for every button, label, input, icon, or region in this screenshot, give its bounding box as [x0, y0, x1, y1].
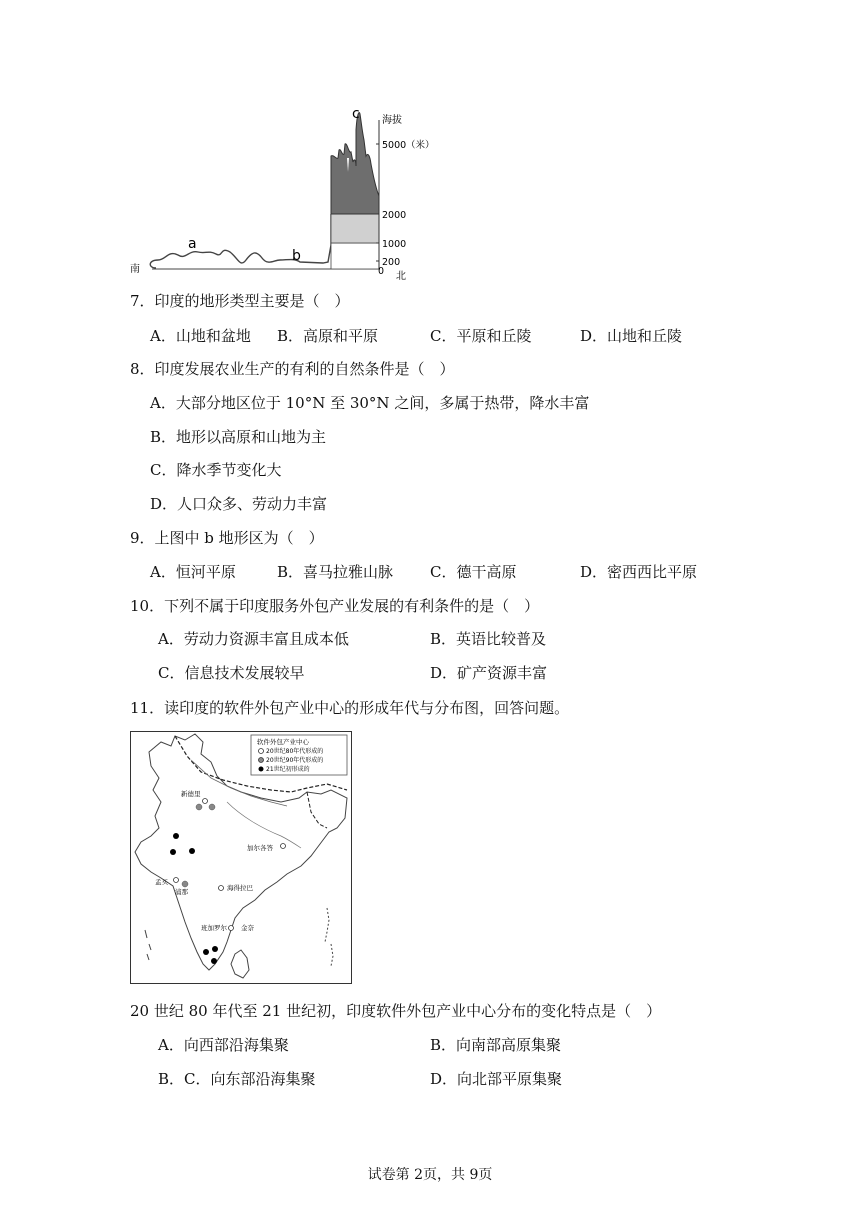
label-kolkata: 加尔各答 [247, 844, 273, 852]
label-pune: 浦那 [175, 888, 188, 896]
tick-200: 200 [382, 257, 401, 268]
dot-pune [182, 881, 188, 887]
label-delhi: 新德里 [181, 790, 201, 798]
dot-delhi [203, 799, 208, 804]
dot-mumbai [174, 878, 179, 883]
tick-1000: 1000 [382, 239, 407, 250]
dot-21c-1 [173, 833, 179, 839]
q7-option-d[interactable]: D．山地和丘陵 [580, 327, 683, 345]
q8-option-d[interactable]: D．人口众多、劳动力丰富 [150, 495, 328, 513]
q9-stem: 9．上图中 b 地形区为（ ） [130, 529, 324, 547]
legend-90s-marker [259, 758, 264, 763]
dot-bangalore [229, 926, 234, 931]
q10-option-c[interactable]: C．信息技术发展较早 [158, 664, 305, 682]
q11-option-a[interactable]: A．向西部沿海集聚 [158, 1036, 289, 1054]
q11-sub-stem: 20 世纪 80 年代至 21 世纪初，印度软件外包产业中心分布的变化特点是（ ） [130, 1002, 662, 1020]
q7-option-a[interactable]: A．山地和盆地 [150, 327, 251, 345]
q11-option-b[interactable]: B．向南部高原集聚 [430, 1036, 562, 1054]
q11-stem: 11．读印度的软件外包产业中心的形成年代与分布图，回答问题。 [130, 699, 570, 717]
point-a-label: a [188, 236, 197, 252]
q9-option-d[interactable]: D．密西西比平原 [580, 563, 698, 581]
q8-option-b[interactable]: B．地形以高原和山地为主 [150, 428, 327, 446]
legend-title: 软件外包产业中心 [257, 738, 309, 746]
q7-option-b[interactable]: B．高原和平原 [277, 327, 379, 345]
dot-kolkata [281, 844, 286, 849]
south-label: 南 [130, 264, 140, 275]
legend-21c: 21世纪初形成的 [266, 766, 310, 773]
tick-2000: 2000 [382, 210, 407, 221]
india-software-map [130, 731, 352, 984]
mountain-shape [331, 113, 379, 214]
label-bangalore: 班加罗尔 [201, 924, 227, 932]
label-mumbai: 孟买 [155, 878, 168, 886]
label-chennai: 金奈 [241, 924, 254, 932]
page-footer: 试卷第 2页，共 9页 [367, 1167, 493, 1183]
dot-hyderabad [219, 886, 224, 891]
india-map-svg [131, 732, 351, 983]
elevation-profile-figure [128, 100, 458, 285]
elevation-profile-svg [128, 100, 458, 285]
q8-stem: 8．印度发展农业生产的有利的自然条件是（ ） [130, 360, 455, 378]
legend-90s: 20世纪90年代形成的 [266, 757, 324, 764]
point-b-label: b [292, 248, 301, 264]
q10-option-d[interactable]: D．矿产资源丰富 [430, 664, 548, 682]
dot-21c-3 [189, 848, 195, 854]
q7-stem: 7．印度的地形类型主要是（ ） [130, 292, 350, 310]
dot-delhi-90s-a [196, 804, 202, 810]
legend-21c-marker [259, 767, 264, 772]
q9-option-c[interactable]: C．德干高原 [430, 563, 517, 581]
q10-option-a[interactable]: A．劳动力资源丰富且成本低 [158, 630, 349, 648]
dot-21c-2 [170, 849, 176, 855]
dot-21c-6 [211, 958, 217, 964]
altitude-label: 海拔 [382, 115, 402, 126]
tick-0: 0 [378, 266, 385, 277]
point-c-label: c [352, 106, 360, 122]
dot-21c-5 [212, 946, 218, 952]
q9-option-b[interactable]: B．喜马拉雅山脉 [277, 563, 394, 581]
terrain-line [150, 214, 331, 268]
q8-option-c[interactable]: C．降水季节变化大 [150, 461, 282, 479]
q10-option-b[interactable]: B．英语比较普及 [430, 630, 547, 648]
q7-option-c[interactable]: C．平原和丘陵 [430, 327, 532, 345]
label-hyderabad: 海得拉巴 [227, 884, 253, 892]
q11-option-c[interactable]: B．C．向东部沿海集聚 [158, 1070, 316, 1088]
dot-21c-4 [203, 949, 209, 955]
dot-delhi-90s-b [209, 804, 215, 810]
tick-5000: 5000 [382, 140, 407, 151]
q8-option-a[interactable]: A．大部分地区位于 10°N 至 30°N 之间，多属于热带，降水丰富 [150, 394, 590, 412]
unit-label: （米） [406, 140, 435, 151]
north-label: 北 [396, 271, 406, 282]
legend-80s: 20世纪80年代形成的 [266, 748, 324, 755]
sri-lanka [231, 950, 249, 978]
q9-option-a[interactable]: A．恒河平原 [150, 563, 236, 581]
q11-option-d[interactable]: D．向北部平原集聚 [430, 1070, 563, 1088]
q10-stem: 10．下列不属于印度服务外包产业发展的有利条件的是（ ） [130, 597, 540, 615]
legend-80s-marker [259, 749, 264, 754]
